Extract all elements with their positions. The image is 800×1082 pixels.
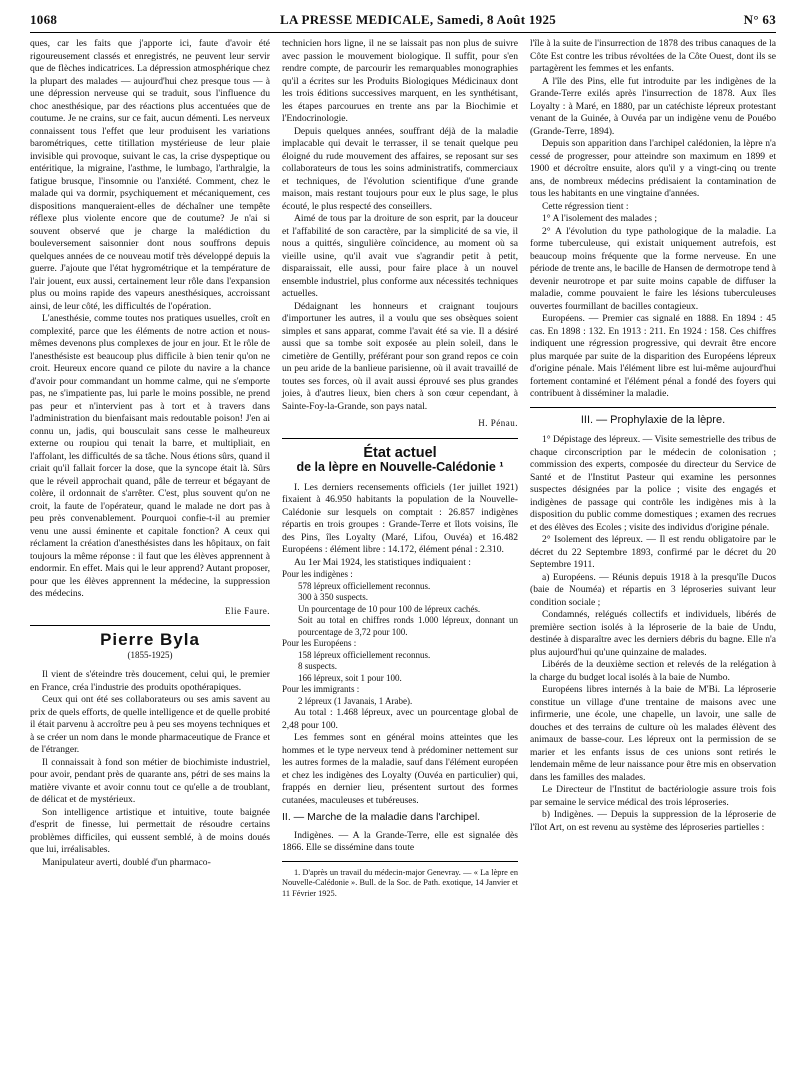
section-divider bbox=[282, 438, 518, 439]
stat-line: Pour les indigènes : bbox=[282, 569, 353, 579]
paragraph: a) Européens. — Réunis depuis 1918 à la presqu'île Ducos (baie de Nouméa) et répartis en 3 léproseries suivant leur condition sociale ; bbox=[530, 571, 776, 608]
section-heading: II. — Marche de la maladie dans l'archipel. bbox=[282, 811, 481, 823]
section-divider bbox=[530, 407, 776, 408]
paragraph: Cette régression tient : bbox=[542, 200, 629, 212]
paragraph: Ceux qui ont été ses collaborateurs ou ses amis savent au prix de quels efforts, de quelle intelligence et de quelle probité il était parvenu à accroître peu à peu ses moyens techniques et à se créer un nom dans le monde pharmaceutique de France et de l'étranger. bbox=[30, 694, 270, 755]
paragraph: technicien hors ligne, il ne se laissait pas non plus de suivre avec passion le mouvement biologique. Il suffit, pour s'en rendre compte, de parcourir les remarquables monographies qu'il a écrites sur les Produits Biologiques Médicinaux dont les trois éditions successives marquent, en les synthétisant, les étapes parcourues en trente ans par la Biochimie et l'Endocrinologie. bbox=[282, 38, 518, 124]
stat-line: Un pourcentage de 10 pour 100 de lépreux cachés. bbox=[298, 603, 481, 614]
paragraph: L'anesthésie, comme toutes nos pratiques usuelles, croît en complexité, parce que les éléments de notre action et nous-mêmes devenons plus complexes de jour en jour. Et le rôle de l'anesthésiste est beaucoup plus difficile à bien tenir qu'on ne croit. Heureux encore quand ce pilote du navire a la chance d'avoir pour commandant un homme calme, qui ne s'emporte pas, ne s'impatiente pas, lui parle le moins possible, ne prend pas peur et n'intervient pas à tort et à travers dans l'administration du bienfaisant mais redoutable poison! J'en ai connu un, jadis, qui bousculait sans cesse le malheureux externe ou roupiou qui tenait la barre, et multipliait, en l'affolant, les difficultés de sa tâche. Nous étions sûrs, quand il criait qu'il fallait forcer la dose, que la syncope était là. Sûrs que le réveil approchait quand, pâle de terreur et bégayant de colère, il ordonnait de s'arrêter. C'est, plus souvent qu'on ne croit, la faute de l'opérateur, quand le malade ne dort pas à peu près convenablement. Pourquoi confie-t-il au premier venu une aussi éminente et capitale fonction? A ceux qui réclament la création d'anesthésistes dans les hôpitaux, on fait toujours la même réponse : il faut que les élèves apprennent à endormir. En effet. Mais qui le leur apprend? Autant proposer, pour que les élèves apprennent la médecine, la suppression des médecins. bbox=[30, 313, 270, 599]
paragraph: b) Indigènes. — Depuis la suppression de la léproserie de l'îlot Art, on est revenu au système des léproseries partielles : bbox=[530, 809, 776, 833]
stat-line: 2 lépreux (1 Javanais, 1 Arabe). bbox=[298, 695, 413, 706]
stat-line: Pour les Européens : bbox=[282, 638, 357, 648]
paragraph: ques, car les faits que j'apporte ici, faute d'avoir été rigoureusement classés et enregistrés, ne peuvent leur servir que de flèches indicatrices. La dépression atmosphérique chez la plupart des malades — aujourd'hui chez presque tous — à une dépression nerveuse qui se traduit, sous l'influence du choc anesthésique, par des réactions plus accentuées que de coutume. Je ne crains, sur ce fait, aucun démenti. Les nerveux connaissent tous l'effet que leur produisent les variations barométriques, cette titillation mystérieuse de leur plaie invisible qui provoque, suivant le cas, la crise dyspeptique ou entéritique, la migraine, l'asthme, le lumbago, l'arthralgie, la fatigue brusque, l'insomnie ou l'anxiété. Comment, chez le malade qui va dormir, psychiquement et mécaniquement, ces dispositions manqueraient-elles de déchaîner une tempête réflexe plus violente encore que de coutume? Je n'ai si souvent observé que je charge la malédiction du bouleversement saisonnier dont nous souffrons depuis quelques années de ce nouveau motif très développé depuis la guerre. J'ajoute que l'état hygrométrique et la température de l'air jouent, eux aussi, certainement leur rôle dans l'expansion plus ou moins rapide des vapeurs anesthésiques, accroissant ainsi, de leur côté, les difficultés de l'opération. bbox=[30, 38, 270, 312]
article-subtitle: de la lèpre en Nouvelle-Calédonie ¹ bbox=[296, 460, 504, 474]
paragraph: I. Les derniers recensements officiels (1er juillet 1921) fixaient à 46.950 habitants la population de la Nouvelle-Calédonie sur lesquels on comptait : 26.857 indigènes répartis en trois groupes : Grande-Terre et îlots voisins, île des Pins, îles Loyalty (Maré, Lifou, Ouvéa) et 16.482 Européens : élément libre : 14.172, élément pénal : 2.310. bbox=[282, 481, 518, 555]
paragraph: Indigènes. — A la Grande-Terre, elle est signalée dès 1866. Elle se dissémine dans toute bbox=[282, 829, 518, 853]
paragraph: Aimé de tous par la droiture de son esprit, par la douceur et l'affabilité de son caractère, par la simplicité de sa vie, il nous a quittés, singulière coïncidence, au moment où sa vieille usine, qu'il avait vue s'agrandir petit à petit, disparaissait, elle aussi, pour faire place à un nouvel ensemble industriel, plus conforme aux nécessités techniques actuelles. bbox=[282, 213, 518, 299]
column-1 bbox=[30, 38, 270, 869]
paragraph: 2° Isolement des lépreux. — Il est rendu obligatoire par le décret du 22 Septembre 1893, confirmé par le décret du 20 Septembre 1911. bbox=[530, 534, 776, 570]
paragraph: Libérés de la deuxième section et relevés de la relégation à la charge du budget local isolés à la baie de Numbo. bbox=[530, 659, 776, 683]
running-title: LA PRESSE MEDICALE, Samedi, 8 Août 1925 bbox=[280, 12, 557, 27]
obituary-title: Pierre Byla bbox=[100, 630, 200, 649]
paragraph: Européens. — Premier cas signalé en 1888. En 1894 : 45 cas. En 1898 : 132. En 1913 : 211. En 1924 : 158. Ces chiffres indiquent une régression progressive, qui devrait être encore plus marquée par suite de la disparition des Européens lépreux d'origine pénale. Mais l'élément libre est lui-même aujourd'hui fortement contaminé et l'élément pénal a fondé des foyers qui contribuent à disséminer la maladie. bbox=[530, 313, 776, 399]
paragraph: Condamnés, relégués collectifs et individuels, libérés de première section isolés à la léproserie de la baie de Undu, destinée à disparaître avec les derniers débris du bagne. Elle n'a plus aujourd'hui qu'une quinzaine de malades. bbox=[530, 609, 776, 658]
page-header bbox=[30, 6, 776, 33]
paragraph: Il connaissait à fond son métier de biochimiste industriel, pour avoir, pendant près de quarante ans, pétri de ses mains la matière vivante et avoir connu tout ce qu'elle a de troublant, de délicat et de mystérieux. bbox=[30, 756, 270, 805]
paragraph: Dédaignant les honneurs et craignant toujours d'importuner les autres, il a voulu que ses obsèques soient simples et sans apparat, comme l'avait été sa vie. Il a désiré aussi que sa tombe soit exposée au plein soleil, dans le cimetière de Gentilly, préférant pour son grand repos ce coin un peu aride de la banlieue parisienne, où il avait travaillé de toutes ses forces, où il avait aussi éprouvé ses plus grandes joies, à d'autres lieux, bien chers à son cœur cependant, à Sainte-Foy-la-Grande, son pays natal. bbox=[282, 300, 518, 412]
paragraph: 1° A l'isolement des malades ; bbox=[542, 213, 658, 224]
stat-line: 158 lépreux officiellement reconnus. bbox=[298, 649, 431, 660]
page-number: 1068 bbox=[30, 12, 58, 27]
paragraph: Les femmes sont en général moins atteintes que les hommes et le type nerveux tend à prédominer nettement sur les autres formes de la maladie, sauf dans l'élément européen et chez les indigènes des Loyalty (Ouvéa en particulier) qui, frappés en dernier lieu, présentent surtout des formes cutanées, maculeuses et tubéreuses. bbox=[282, 732, 518, 806]
column-3 bbox=[530, 38, 776, 834]
paragraph: A l'île des Pins, elle fut introduite par les indigènes de la Grande-Terre exilés après l'insurrection de 1878. Aux îles Loyalty : à Maré, en 1880, par un catéchiste lépreux protestant venant de la Guinée, à Ouvéa par un indigène venu de Pouébo (Grande-Terre, 1894). bbox=[530, 75, 776, 137]
paragraph: Depuis quelques années, souffrant déjà de la maladie implacable qui devait le terrasser, il se tenait quelque peu éloigné du rude mouvement des affaires, se reposant sur ses collaborateurs de tous les soins administratifs, commerciaux et techniques, de l'évolution scientifique d'une grande maison, mais restant toujours pour eux le plus sage, le plus écouté, le plus respecté des conseillers. bbox=[282, 125, 518, 212]
section-heading: III. — Prophylaxie de la lèpre. bbox=[580, 413, 726, 426]
paragraph: Au 1er Mai 1924, les statistiques indiquaient : bbox=[294, 556, 471, 568]
issue-number: N° 63 bbox=[743, 12, 776, 27]
paragraph: Le Directeur de l'Institut de bactériologie assure trois fois par semaine le service médical des trois léproseries. bbox=[530, 784, 776, 808]
author-signature: H. Pénau. bbox=[478, 418, 518, 428]
paragraph: Au total : 1.468 lépreux, avec un pourcentage global de 2,48 pour 100. bbox=[282, 707, 518, 731]
article-title: État actuel bbox=[363, 444, 437, 461]
obituary-dates: (1855-1925) bbox=[127, 649, 173, 660]
stat-line: 166 lépreux, soit 1 pour 100. bbox=[298, 672, 402, 683]
paragraph: Son intelligence artistique et intuitive, toute baignée d'esprit de finesse, lui permettait de résoudre certains problèmes difficiles, qui eussent semblé, à de moins doués que lui, irréalisables. bbox=[30, 806, 270, 855]
section-divider bbox=[30, 625, 270, 626]
column-2 bbox=[282, 38, 518, 899]
stat-line: 8 suspects. bbox=[298, 661, 337, 671]
stat-line: Soit au total en chiffres ronds 1.000 lépreux, donnant un pourcentage de 3,72 pour 100. bbox=[298, 615, 518, 637]
paragraph: Européens libres internés à la baie de M'Bi. La léproserie constitue un village d'une trentaine de maisons avec une infirmerie, une école, une chapelle, un lavoir, une salle de douches et des terrains de culture où les malades élèvent des animaux de basse-cour. Les lépreux ont la permission de se marier et les enfants issus de ces unions sont retirés le lendemain même de leur naissance pour être mis en observation dans les familles des malades. bbox=[530, 684, 776, 783]
stat-line: Pour les immigrants : bbox=[282, 684, 360, 694]
paragraph: Il vient de s'éteindre très doucement, celui qui, le premier en France, créa l'industrie des produits opothérapiques. bbox=[30, 669, 270, 693]
footnote: 1. D'après un travail du médecin-major Genevray. — « La lèpre en Nouvelle-Calédonie ». Bull. de la Soc. de Path. exotique, 14 Janvier et 11 Février 1925. bbox=[282, 867, 518, 898]
paragraph: Manipulateur averti, doublé d'un pharmaco- bbox=[42, 856, 211, 868]
paragraph: 2° A l'évolution du type pathologique de la maladie. La forme tuberculeuse, qui existait uniquement autrefois, est beaucoup moins fréquente que la forme nerveuse. En une période de trente ans, le bacille de Hansen de dermotrope tend à devenir neurotrope et par suite moins capable de diffuser la maladie, comme pouvaient le faire les lésions tuberculeuses ouvertes fourmillant de bacilles contagieux. bbox=[530, 225, 776, 312]
stat-line: 578 lépreux officiellement reconnus. bbox=[298, 580, 431, 591]
paragraph: 1° Dépistage des lépreux. — Visite semestrielle des tribus de chaque circonscription par le médecin de colonisation ; commission des experts, composée du directeur du Service de Santé et de l'Institut Pasteur qui examine les personnes suspectes désignées par la police ; visite des engagés et indigènes de passage qui contrôle les indigènes mis à la disposition du public comme domestiques ; examen des recrues et des élèves des Ecoles ; visite des individus d'origine pénale. bbox=[530, 434, 776, 533]
footnote-divider bbox=[282, 861, 518, 862]
author-signature: Elie Faure. bbox=[225, 605, 270, 616]
stat-line: 300 à 350 suspects. bbox=[298, 592, 368, 602]
paragraph: l'île à la suite de l'insurrection de 1878 des tribus canaques de la Côte Est contre les tribus révoltées de la Côte Ouest, dont ils se partagèrent les femmes et les enfants. bbox=[530, 38, 776, 74]
paragraph: Depuis son apparition dans l'archipel calédonien, la lèpre n'a cessé de progresser, pour atteindre son maximum en 1899 et 1900 et décroître ensuite, alors qu'il y a vingt-cinq ou trente ans, de nombreux médecins prédisaient la contamination de tous les habitants en une vingtaine d'années. bbox=[530, 138, 776, 199]
